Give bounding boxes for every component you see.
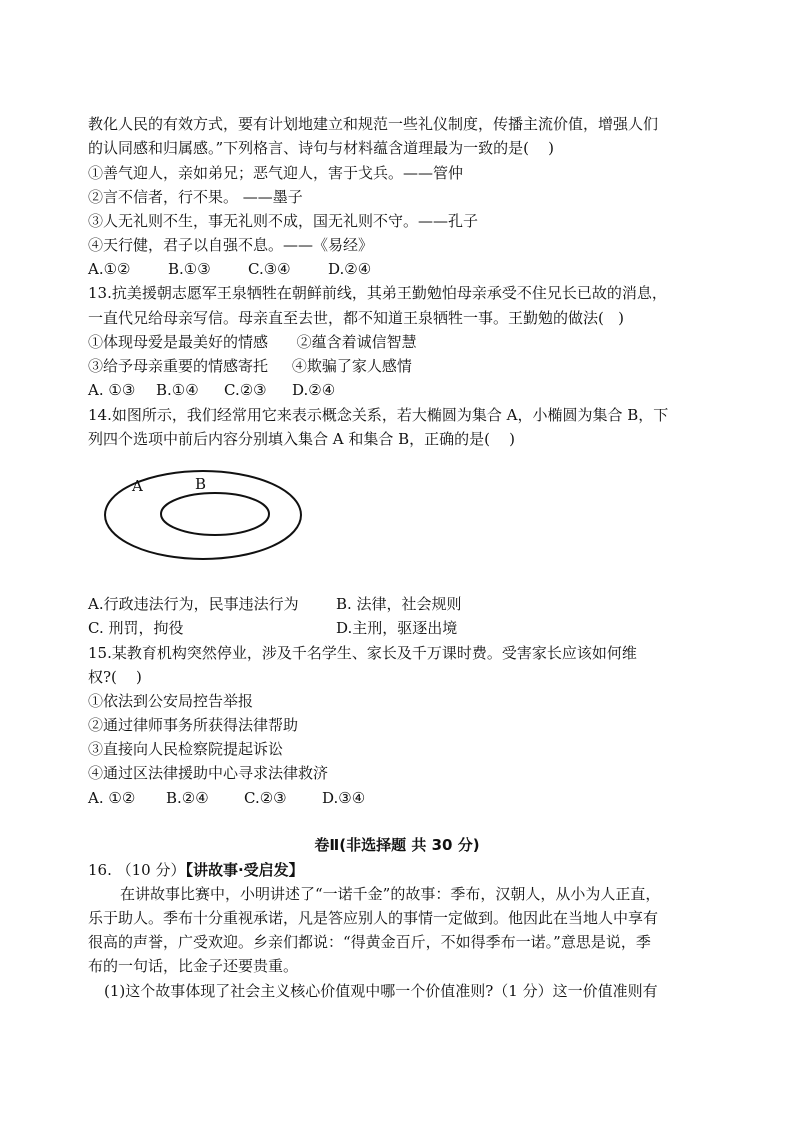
q12-option-b: B.①③ [168,260,211,278]
q14-options-row-2 [88,616,713,640]
q13-option-d: D.②④ [292,381,336,399]
q15-text-line-2: 权?( ) [88,668,142,686]
q12-options [88,257,713,281]
q14-option-b: B. 法律，社会规则 [336,595,462,613]
q12-option-c: C.③④ [248,260,291,278]
set-a-label: A [132,477,143,495]
q15-option-a: A. ①② [88,789,136,807]
q15-options [88,786,713,810]
q15-item-3: ③直接向人民检察院提起诉讼 [88,740,284,758]
q12-item-3: ③人无礼则不生，事无礼则不成，国无礼则不守。——孔子 [88,212,479,230]
q13-option-b: B.①④ [156,381,199,399]
q12-option-a: A.①② [88,260,131,278]
q12-item-2: ②言不信者，行不果。 ——墨子 [88,188,303,206]
q16-subquestion-1: (1)这个故事体现了社会主义核心价值观中哪一个价值准则?（1 分）这一价值准则有 [104,982,658,1000]
ellipse-b-inner [161,493,269,535]
section-2-title: 卷Ⅱ(非选择题 共 30 分) [314,836,480,854]
q12-item-1: ①善气迎人，亲如弟兄；恶气迎人，害于戈兵。——管仲 [88,164,464,182]
q14-option-a: A.行政违法行为，民事违法行为 [88,595,299,613]
q16-para-line-3: 很高的声誉，广受欢迎。乡亲们都说：“得黄金百斤，不如得季布一诺。”意思是说，季 [88,933,651,951]
q15-item-2: ②通过律师事务所获得法律帮助 [88,716,299,734]
q15-option-b: B.②④ [166,789,209,807]
q16-header-tag: 【讲故事·受启发】 [185,861,304,879]
q15-option-d: D.③④ [322,789,366,807]
q13-items-row-2: ③给予母亲重要的情感寄托 ④欺骗了家人感情 [88,357,412,375]
q14-text-line-2: 列四个选项中前后内容分别填入集合 A 和集合 B，正确的是( ) [88,430,515,448]
q15-item-4: ④通过区法律援助中心寻求法律救济 [88,764,329,782]
q16-header-prefix: 16. （10 分） [88,861,186,879]
q14-option-c: C. 刑罚，拘役 [88,619,184,637]
q13-option-c: C.②③ [224,381,267,399]
q15-option-c: C.②③ [244,789,287,807]
q15-text-line-1: 15.某教育机构突然停业，涉及千名学生、家长及千万课时费。受害家长应该如何维 [88,644,637,662]
q14-option-d: D.主刑，驱逐出境 [336,619,458,637]
q16-para-line-1: 在讲故事比赛中，小明讲述了“一诺千金”的故事：季布，汉朝人，从小为人正直， [120,885,661,903]
q16-para-line-2: 乐于助人。季布十分重视承诺，凡是答应别人的事情一定做到。他因此在当地人中享有 [88,909,659,927]
q16-header [88,858,713,882]
q13-text-line-2: 一直代兄给母亲写信。母亲直至去世，都不知道王泉牺牲一事。王勤勉的做法( ) [88,309,625,327]
q12-text-line-2: 的认同感和归属感。”下列格言、诗句与材料蕴含道理最为一致的是( ) [88,139,554,157]
q12-option-d: D.②④ [328,260,372,278]
q14-text-line-1: 14.如图所示，我们经常用它来表示概念关系，若大椭圆为集合 A，小椭圆为集合 B，下 [88,406,669,424]
q13-text-line-1: 13.抗美援朝志愿军王泉牺牲在朝鲜前线，其弟王勤勉怕母亲承受不住兄长已故的消息， [88,284,667,302]
q14-options-row-1 [88,592,713,616]
q13-options [88,378,713,402]
q12-text-line-1: 教化人民的有效方式，要有计划地建立和规范一些礼仪制度，传播主流价值，增强人们 [88,115,659,133]
q13-items-row-1: ①体现母爱是最美好的情感 ②蕴含着诚信智慧 [88,333,417,351]
q16-para-line-4: 布的一句话，比金子还要贵重。 [88,957,299,975]
q12-item-4: ④天行健，君子以自强不息。——《易经》 [88,236,374,254]
q15-item-1: ①依法到公安局控告举报 [88,692,254,710]
q13-option-a: A. ①③ [88,381,136,399]
set-b-label: B [195,475,207,493]
